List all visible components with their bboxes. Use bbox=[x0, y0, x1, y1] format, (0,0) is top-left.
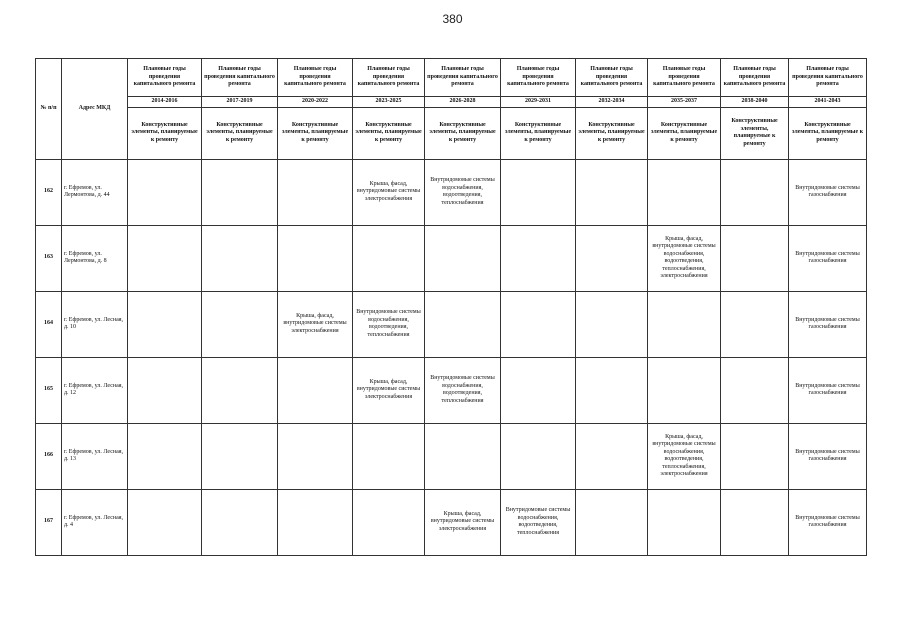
repair-elements-cell bbox=[278, 225, 353, 291]
header-period-subtitle: Конструктивные элементы, планируемые к ремонту bbox=[648, 107, 721, 159]
repair-elements-cell: Крыша, фасад, внутридомовые системы водоснабжения, водоотведения, теплоснабжения, электроснабжения bbox=[648, 423, 721, 489]
row-address: г. Ефремов, ул. Лесная, д. 12 bbox=[62, 357, 128, 423]
repair-elements-cell: Внутридомовые системы газоснабжения bbox=[789, 225, 867, 291]
repair-elements-cell bbox=[278, 159, 353, 225]
repair-elements-cell bbox=[278, 423, 353, 489]
header-period-years: 2023-2025 bbox=[353, 97, 425, 108]
header-period-title: Плановые годы проведения капитального ремонта bbox=[128, 59, 202, 97]
header-period-subtitle: Конструктивные элементы, планируемые к ремонту bbox=[789, 107, 867, 159]
repair-elements-cell bbox=[353, 225, 425, 291]
header-period-title: Плановые годы проведения капитального ремонта bbox=[501, 59, 576, 97]
repair-elements-cell bbox=[425, 291, 501, 357]
repair-elements-cell bbox=[353, 489, 425, 555]
repair-elements-cell bbox=[425, 423, 501, 489]
table-row bbox=[36, 291, 867, 357]
repair-elements-cell bbox=[128, 225, 202, 291]
repair-elements-cell bbox=[128, 159, 202, 225]
repair-elements-cell: Внутридомовые системы газоснабжения bbox=[789, 291, 867, 357]
repair-elements-cell bbox=[278, 357, 353, 423]
header-row-subtitles bbox=[36, 107, 867, 159]
header-period-title: Плановые годы проведения капитального ремонта bbox=[648, 59, 721, 97]
repair-elements-cell bbox=[202, 291, 278, 357]
repair-elements-cell bbox=[353, 423, 425, 489]
repair-elements-cell bbox=[501, 225, 576, 291]
header-period-subtitle: Конструктивные элементы, планируемые к ремонту bbox=[202, 107, 278, 159]
repair-elements-cell bbox=[202, 357, 278, 423]
row-number: 164 bbox=[36, 291, 62, 357]
repair-elements-cell bbox=[576, 423, 648, 489]
row-number: 165 bbox=[36, 357, 62, 423]
repair-elements-cell bbox=[576, 489, 648, 555]
header-period-years: 2038-2040 bbox=[721, 97, 789, 108]
header-period-title: Плановые годы проведения капитального ремонта bbox=[202, 59, 278, 97]
repair-elements-cell bbox=[648, 159, 721, 225]
repair-elements-cell: Внутридомовые системы газоснабжения bbox=[789, 357, 867, 423]
repair-elements-cell bbox=[721, 291, 789, 357]
header-period-title: Плановые годы проведения капитального ремонта bbox=[278, 59, 353, 97]
row-number: 167 bbox=[36, 489, 62, 555]
table-row bbox=[36, 423, 867, 489]
header-period-subtitle: Конструктивные элементы, планируемые к ремонту bbox=[128, 107, 202, 159]
header-period-subtitle: Конструктивные элементы, планируемые к ремонту bbox=[353, 107, 425, 159]
capital-repair-table bbox=[35, 58, 867, 556]
repair-elements-cell bbox=[576, 357, 648, 423]
header-period-years: 2032-2034 bbox=[576, 97, 648, 108]
repair-elements-cell: Крыша, фасад, внутридомовые системы электроснабжения bbox=[425, 489, 501, 555]
header-period-years: 2026-2028 bbox=[425, 97, 501, 108]
repair-elements-cell bbox=[576, 159, 648, 225]
repair-elements-cell bbox=[721, 489, 789, 555]
row-address: г. Ефремов, ул. Лермонтова, д. 44 bbox=[62, 159, 128, 225]
header-period-title: Плановые годы проведения капитального ремонта bbox=[721, 59, 789, 97]
header-period-subtitle: Конструктивные элементы, планируемые к ремонту bbox=[278, 107, 353, 159]
repair-elements-cell: Внутридомовые системы водоснабжения, водоотведения, теплоснабжения bbox=[501, 489, 576, 555]
header-address: Адрес МКД bbox=[62, 59, 128, 160]
header-period-title: Плановые годы проведения капитального ремонта bbox=[353, 59, 425, 97]
table-row bbox=[36, 159, 867, 225]
header-period-title: Плановые годы проведения капитального ремонта bbox=[425, 59, 501, 97]
repair-elements-cell: Внутридомовые системы газоснабжения bbox=[789, 423, 867, 489]
repair-elements-cell bbox=[648, 357, 721, 423]
repair-elements-cell bbox=[576, 291, 648, 357]
repair-elements-cell: Внутридомовые системы газоснабжения bbox=[789, 159, 867, 225]
table-body bbox=[36, 159, 867, 555]
repair-elements-cell bbox=[202, 159, 278, 225]
row-address: г. Ефремов, ул. Лесная, д. 4 bbox=[62, 489, 128, 555]
header-num: № п/п bbox=[36, 59, 62, 160]
header-period-title: Плановые годы проведения капитального ремонта bbox=[789, 59, 867, 97]
row-address: г. Ефремов, ул. Лесная, д. 10 bbox=[62, 291, 128, 357]
repair-elements-cell: Внутридомовые системы водоснабжения, водоотведения, теплоснабжения bbox=[353, 291, 425, 357]
repair-elements-cell bbox=[278, 489, 353, 555]
repair-elements-cell bbox=[501, 357, 576, 423]
header-period-subtitle: Конструктивные элементы, планируемые к ремонту bbox=[721, 107, 789, 159]
header-period-subtitle: Конструктивные элементы, планируемые к ремонту bbox=[576, 107, 648, 159]
repair-elements-cell bbox=[576, 225, 648, 291]
repair-elements-cell bbox=[202, 423, 278, 489]
repair-elements-cell bbox=[721, 357, 789, 423]
repair-elements-cell bbox=[128, 291, 202, 357]
row-number: 162 bbox=[36, 159, 62, 225]
repair-elements-cell bbox=[501, 291, 576, 357]
header-period-title: Плановые годы проведения капитального ремонта bbox=[576, 59, 648, 97]
header-period-subtitle: Конструктивные элементы, планируемые к ремонту bbox=[425, 107, 501, 159]
header-period-years: 2020-2022 bbox=[278, 97, 353, 108]
repair-elements-cell bbox=[721, 159, 789, 225]
repair-elements-cell bbox=[648, 291, 721, 357]
repair-elements-cell: Внутридомовые системы водоснабжения, водоотведения, теплоснабжения bbox=[425, 357, 501, 423]
repair-elements-cell: Крыша, фасад, внутридомовые системы водоснабжения, водоотведения, теплоснабжения, электроснабжения bbox=[648, 225, 721, 291]
repair-elements-cell: Крыша, фасад, внутридомовые системы электроснабжения bbox=[278, 291, 353, 357]
page-number: 380 bbox=[442, 12, 463, 26]
row-number: 163 bbox=[36, 225, 62, 291]
row-address: г. Ефремов, ул. Лесная, д. 13 bbox=[62, 423, 128, 489]
repair-elements-cell bbox=[648, 489, 721, 555]
repair-elements-cell bbox=[128, 489, 202, 555]
header-row-titles bbox=[36, 59, 867, 97]
repair-elements-cell bbox=[501, 423, 576, 489]
header-row-years bbox=[36, 97, 867, 108]
repair-elements-cell bbox=[128, 423, 202, 489]
repair-elements-cell: Крыша, фасад, внутридомовые системы электроснабжения bbox=[353, 357, 425, 423]
repair-elements-cell bbox=[425, 225, 501, 291]
repair-elements-cell bbox=[128, 357, 202, 423]
header-period-years: 2029-2031 bbox=[501, 97, 576, 108]
table-row bbox=[36, 357, 867, 423]
repair-elements-cell bbox=[202, 489, 278, 555]
header-period-subtitle: Конструктивные элементы, планируемые к ремонту bbox=[501, 107, 576, 159]
repair-elements-cell bbox=[721, 225, 789, 291]
repair-elements-cell bbox=[501, 159, 576, 225]
repair-elements-cell: Крыша, фасад, внутридомовые системы электроснабжения bbox=[353, 159, 425, 225]
repair-elements-cell: Внутридомовые системы водоснабжения, водоотведения, теплоснабжения bbox=[425, 159, 501, 225]
row-number: 166 bbox=[36, 423, 62, 489]
header-period-years: 2035-2037 bbox=[648, 97, 721, 108]
repair-elements-cell: Внутридомовые системы газоснабжения bbox=[789, 489, 867, 555]
header-period-years: 2041-2043 bbox=[789, 97, 867, 108]
repair-elements-cell bbox=[721, 423, 789, 489]
table-row bbox=[36, 489, 867, 555]
row-address: г. Ефремов, ул. Лермонтова, д. 8 bbox=[62, 225, 128, 291]
header-period-years: 2017-2019 bbox=[202, 97, 278, 108]
header-period-years: 2014-2016 bbox=[128, 97, 202, 108]
table-row bbox=[36, 225, 867, 291]
repair-elements-cell bbox=[202, 225, 278, 291]
